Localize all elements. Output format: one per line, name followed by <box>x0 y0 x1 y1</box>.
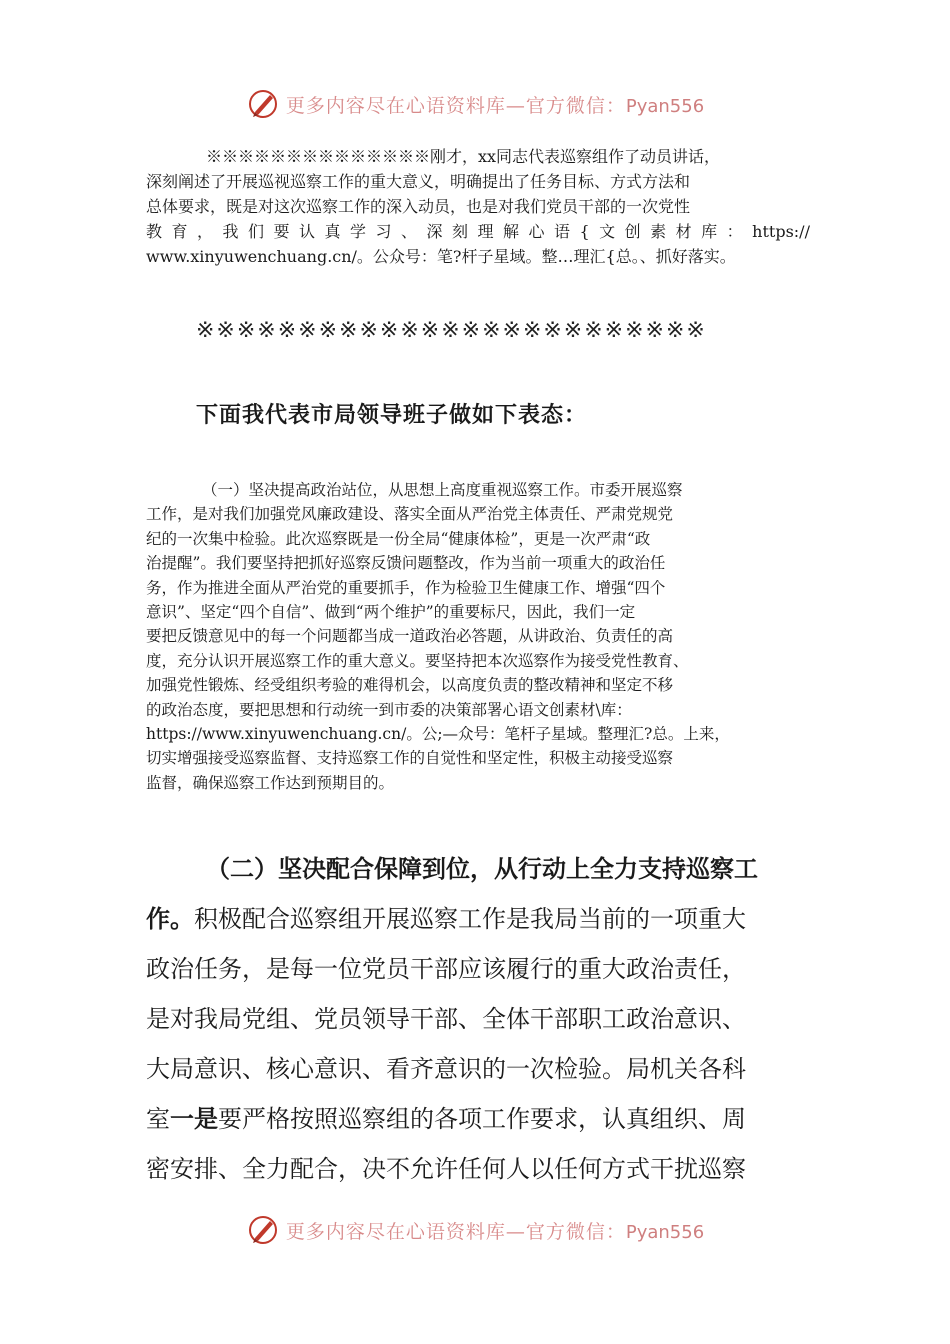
char: 深 <box>426 222 443 241</box>
footer-watermark <box>0 1210 950 1250</box>
watermark-id: Pyan556 <box>625 1221 705 1243</box>
watermark-label: 更多内容尽在心语资料库—官方微信： <box>285 94 626 117</box>
paragraph-line: 密安排、全力配合，决不允许任何人以任何方式干扰巡察 <box>146 1155 746 1183</box>
paragraph-line: 纪的一次集中检验。此次巡察既是一份全局“健康体检”，更是一次严肃“政 <box>146 529 651 548</box>
paragraph-line: 意识”、坚定“四个自信”、做到“两个维护”的重要标尺，因此，我们一定 <box>146 603 636 622</box>
text-run: 室 <box>146 1105 170 1133</box>
char: { <box>579 222 590 241</box>
char: 认 <box>299 222 316 241</box>
bold-run: 一是 <box>170 1105 218 1133</box>
paragraph-line: 切实增强接受巡察监督、支持巡察工作的自觉性和坚定性，积极主动接受巡察 <box>146 749 674 768</box>
char: ， <box>197 222 214 241</box>
char: 真 <box>324 222 341 241</box>
text-run: 要严格按照巡察组的各项工作要求，认真组织、周 <box>218 1105 746 1133</box>
paragraph-line: 务，作为推进全面从严治党的重要抓手，作为检验卫生健康工作、增强“四个 <box>146 578 666 597</box>
char: 文 <box>599 222 616 241</box>
char: 学 <box>350 222 367 241</box>
char: 要 <box>273 222 290 241</box>
paragraph-line: 加强党性锻炼、经受组织考验的难得机会，以高度负责的整改精神和坚定不移 <box>146 676 674 695</box>
justified-line <box>146 219 810 244</box>
watermark-text <box>286 91 704 118</box>
char: 创 <box>624 222 641 241</box>
char: 我 <box>222 222 239 241</box>
char: 育 <box>171 222 188 241</box>
char: 解 <box>503 222 520 241</box>
char: 、 <box>401 222 418 241</box>
char: 材 <box>675 222 692 241</box>
paragraph-line: 是对我局党组、党员领导干部、全体干部职工政治意识、 <box>146 1005 746 1033</box>
char: 刻 <box>452 222 469 241</box>
char: 素 <box>650 222 667 241</box>
paragraph-line: https://www.xinyuwenchuang.cn/。公;—众号：笔杆子星域。整理汇?总。上来， <box>146 725 730 744</box>
paragraph-line: 工作，是对我们加强党风廉政建设、落实全面从严治党主体责任、严肃党规党 <box>146 505 674 524</box>
char: 教 <box>146 222 163 241</box>
pen-logo-icon <box>246 1213 280 1247</box>
watermark-id: Pyan556 <box>625 95 705 117</box>
paragraph-line: 度，充分认识开展巡察工作的重大意义。要坚持把本次巡察作为接受党性教育、 <box>146 651 689 670</box>
char: 习 <box>375 222 392 241</box>
char: 们 <box>248 222 265 241</box>
paragraph-line <box>146 894 810 944</box>
char: https:// <box>752 222 810 241</box>
paragraph-line: 深刻阐述了开展巡视巡察工作的重大意义，明确提出了任务目标、方式方法和 <box>146 172 691 191</box>
watermark-label: 更多内容尽在心语资料库—官方微信： <box>285 1220 626 1243</box>
paragraph-line: 政治任务，是每一位党员干部应该履行的重大政治责任， <box>146 955 746 983</box>
paragraph-line: （二）坚决配合保障到位，从行动上全力支持巡察工 <box>206 855 758 883</box>
char: 心 <box>528 222 545 241</box>
separator-line: ※※※※※※※※※※※※※※※※※※※※※※※※※ <box>196 318 707 343</box>
char: 理 <box>477 222 494 241</box>
section-heading: 下面我代表市局领导班子做如下表态： <box>196 403 588 428</box>
paragraph-line <box>146 1094 810 1144</box>
header-watermark <box>0 84 950 124</box>
watermark-text <box>286 1217 704 1244</box>
char: 库 <box>701 222 718 241</box>
pen-logo-icon <box>246 87 280 121</box>
bold-run: 作。 <box>146 905 194 933</box>
paragraph-line: 监督，确保巡察工作达到预期目的。 <box>146 773 395 792</box>
paragraph-line: 要把反馈意见中的每一个问题都当成一道政治必答题，从讲政治、负责任的高 <box>146 627 674 646</box>
char: 语 <box>554 222 571 241</box>
paragraph-line: ※※※※※※※※※※※※※※刚才，xx同志代表巡察组作了动员讲话， <box>206 147 721 166</box>
paragraph-line: 大局意识、核心意识、看齐意识的一次检验。局机关各科 <box>146 1055 746 1083</box>
paragraph-line: www.xinyuwenchuang.cn/。公众号：笔?杆子星域。整…理汇{总。、抓好落实。 <box>146 247 736 266</box>
paragraph-line: （一）坚决提高政治站位，从思想上高度重视巡察工作。市委开展巡察 <box>202 481 683 499</box>
paragraph-line: 的政治态度，要把思想和行动统一到市委的决策部署心语文创素材\库： <box>146 700 632 719</box>
intro-paragraph <box>146 144 810 269</box>
text-run: 积极配合巡察组开展巡察工作是我局当前的一项重大 <box>194 905 746 933</box>
char: ： <box>726 222 743 241</box>
section-one-paragraph <box>146 478 810 795</box>
section-two-paragraph <box>146 844 810 1194</box>
paragraph-line: 治提醒”。我们要坚持把抓好巡察反馈问题整改，作为当前一项重大的政治任 <box>146 554 666 573</box>
paragraph-line: 总体要求，既是对这次巡察工作的深入动员，也是对我们党员干部的一次党性 <box>146 197 691 216</box>
